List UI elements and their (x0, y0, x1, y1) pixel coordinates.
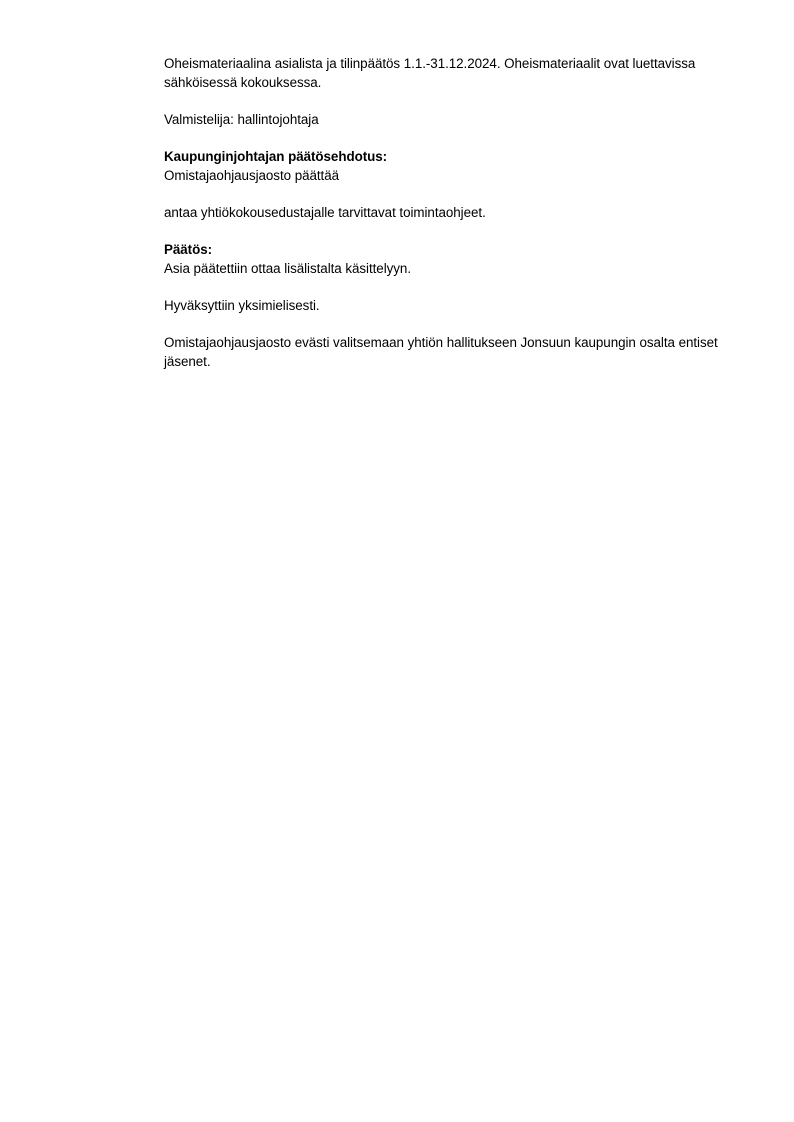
intro-paragraph: Oheismateriaalina asialista ja tilinpäätös 1.1.-31.12.2024. Oheismateriaalit ovat luettavissa sähköisessä kokouksessa. (164, 56, 696, 90)
decision-line-1: Asia päätettiin ottaa lisälistalta käsittelyyn. (164, 261, 411, 276)
document-page (164, 54, 744, 389)
proposal-heading: Kaupunginjohtajan päätösehdotus: (164, 149, 388, 164)
decision-heading: Päätös: (164, 242, 213, 257)
proposal-line-2: antaa yhtiökokousedustajalle tarvittavat toimintaohjeet. (164, 205, 486, 220)
preparer-line: Valmistelija: hallintojohtaja (164, 112, 319, 127)
proposal-line-1: Omistajaohjausjaosto päättää (164, 168, 340, 183)
decision-line-3: Omistajaohjausjaosto evästi valitsemaan yhtiön hallitukseen Jonsuun kaupungin osalta entiset jäsenet. (164, 335, 718, 369)
decision-line-2: Hyväksyttiin yksimielisesti. (164, 298, 320, 313)
